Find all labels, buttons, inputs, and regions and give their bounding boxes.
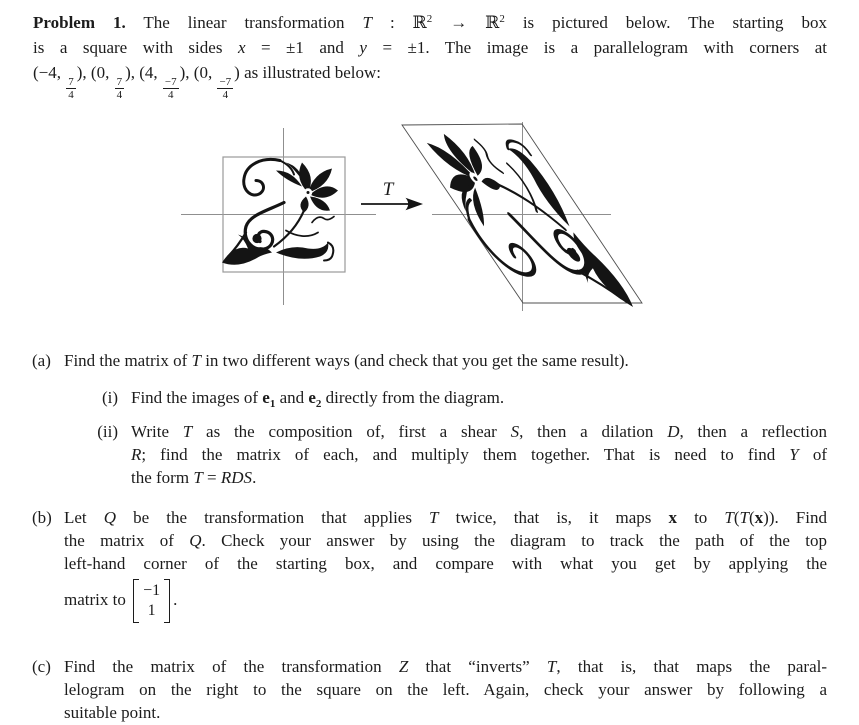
text-line: the form T = RDS. xyxy=(131,468,257,487)
item-label: (c) xyxy=(32,657,51,676)
item-b xyxy=(32,506,827,623)
text-line: Write T as the composition of, first a shear S, then a dilation D, then a reflection xyxy=(131,422,827,441)
text-line: Find the matrix of T in two different ways (and check that you get the same result). xyxy=(64,351,629,370)
matrix-line: matrix to −1 1 . xyxy=(64,577,827,623)
text-line: Find the matrix of the transformation Z that “inverts” T, that is, that maps the paral- xyxy=(64,657,827,676)
item-label: (b) xyxy=(32,508,52,527)
item-c xyxy=(32,655,827,724)
item-a xyxy=(32,349,827,372)
subitem-label: (i) xyxy=(101,388,118,407)
fraction: $\frac{7}{4}$ xyxy=(68,76,74,102)
column-vector: −1 1 xyxy=(133,579,170,623)
transformation-figure xyxy=(0,115,859,347)
floral-ornament xyxy=(222,159,338,264)
text-line: lelogram on the right to the square on the left. Again, check your answer by following a xyxy=(64,680,827,699)
text-line: Problem 1. The linear transformation T : ℝ$^2$ → ℝ$^2$ is pictured below. The starting box xyxy=(33,13,828,32)
t-arrow xyxy=(361,179,423,210)
subitem-ii xyxy=(64,420,827,489)
text-line: is a square with sides x = ±1 and y = ±1. The image is a parallelogram with corners at xyxy=(33,38,827,57)
text-line: (−4, $\frac{7}{4}$ ), (0, $\frac{7}{4}$ ), (4, $\frac{-7}{4}$ ), (0, $\frac{-7}{4}$ ) as illustrated below: xyxy=(33,63,381,102)
text-line: the matrix of Q. Check your answer by using the diagram to track the path of the top xyxy=(64,531,827,550)
text-line: suitable point. xyxy=(64,703,161,722)
floral-ornament-transformed xyxy=(411,134,635,307)
text-line: Let Q be the transformation that applies T twice, that is, it maps x to T(T(x)). Find xyxy=(64,508,827,527)
item-label: (a) xyxy=(32,351,51,370)
text-line: Find the images of $e_1$ and $e_2$ directly from the diagram. xyxy=(131,388,505,410)
source-axes xyxy=(181,128,376,305)
t-arrow-label: T xyxy=(382,179,394,200)
text-line: left-hand corner of the starting box, and compare with what you get by applying the xyxy=(64,554,827,573)
subitem-label: (ii) xyxy=(97,422,118,441)
fraction: $\frac{7}{4}$ xyxy=(116,76,123,102)
fraction: $\frac{-7}{4}$ xyxy=(219,76,232,102)
text-line: R; find the matrix of each, and multiply them together. That is need to find Y of xyxy=(131,445,827,464)
subitem-i xyxy=(64,386,827,409)
fraction: $\frac{-7}{4}$ xyxy=(164,76,177,102)
problem-statement xyxy=(33,10,827,101)
